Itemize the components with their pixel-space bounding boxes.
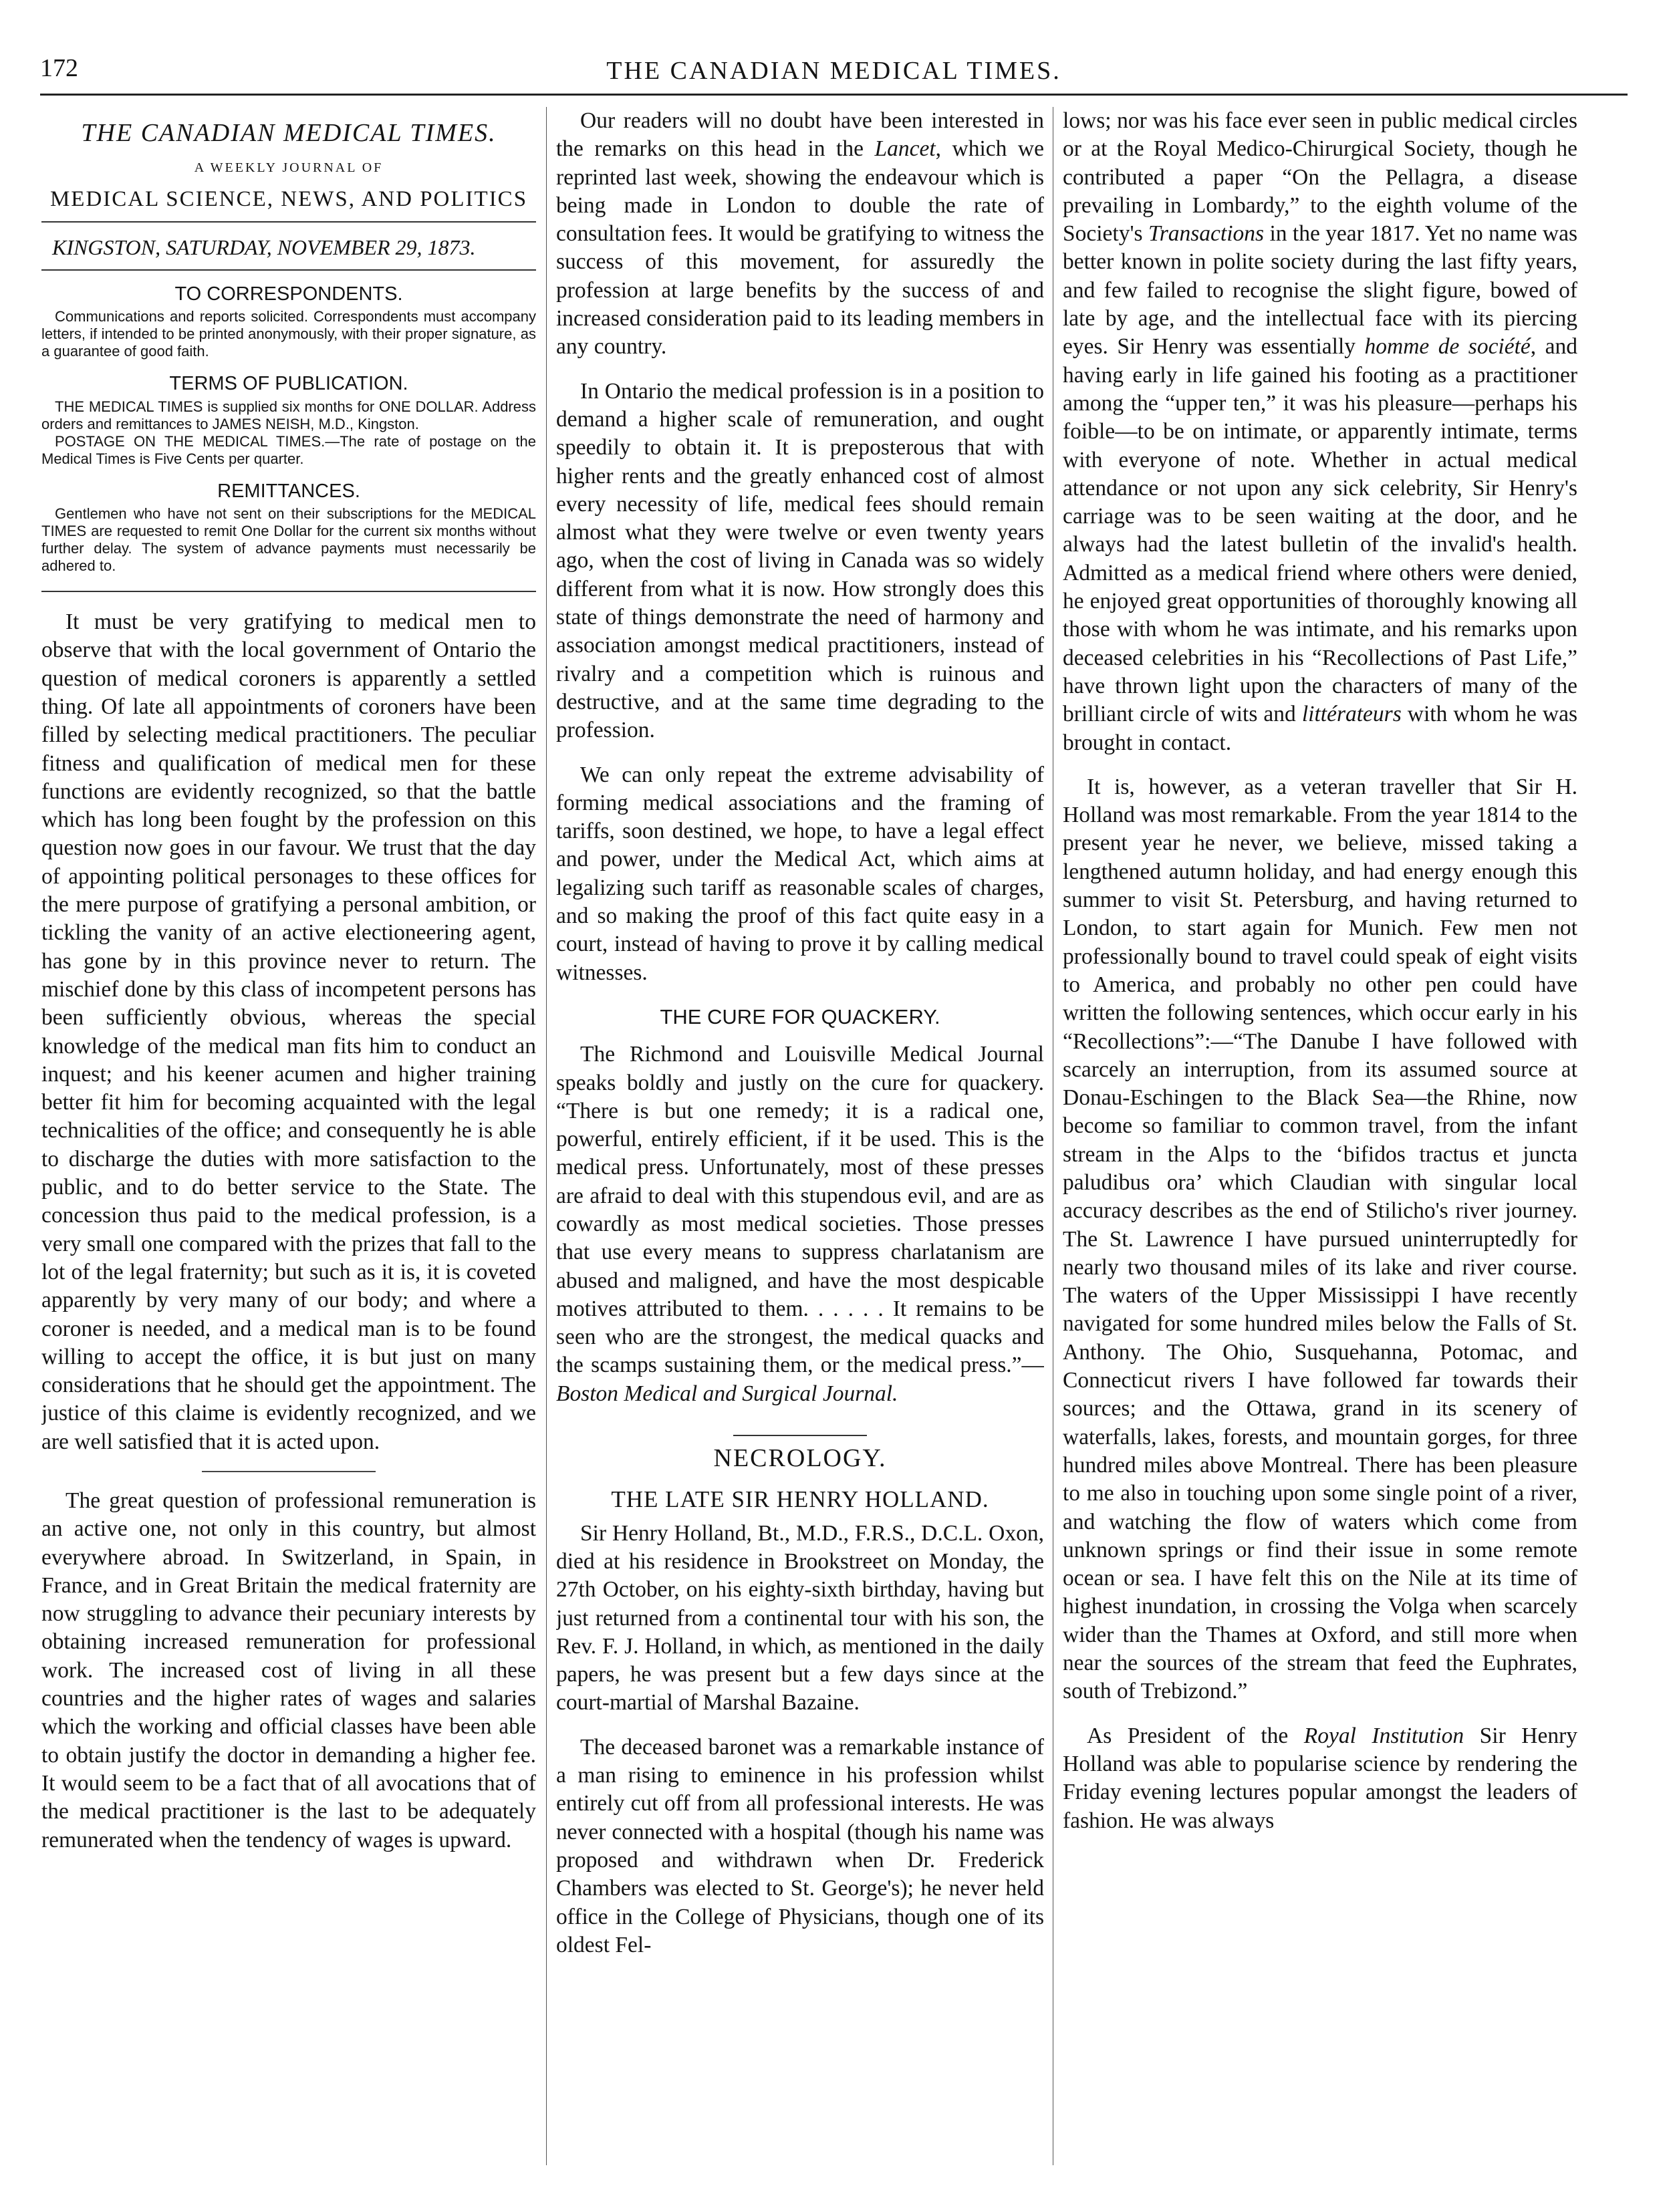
column-rule-1: [546, 107, 547, 2165]
divider: [202, 1471, 376, 1472]
remittances-text: Gentlemen who have not sent on their subscriptions for the MEDICAL TIMES are requested to remit One Dollar for the current six months without further delay. The system of advance payments must necessarily be adhered to.: [41, 505, 536, 575]
remuneration-paragraph: The great question of professional remuneration is an active one, not only in this country, but almost everywhere abroad. In Switzerland, in Spain, in France, and in Great Britain the medical fraternity are now struggling to advance their pecuniary interests by obtaining increased remuneration for professional work. The increased cost of living in all these countries and the higher rates of wages and salaries which the working and official classes have been able to obtain justify the doctor in demanding a higher fee. It would seem to be a fact that of all avocations that of the medical practitioner is the last to be adequately remunerated when the tendency of wages is upward.: [41, 1488, 536, 1852]
correspondents-heading: TO CORRESPONDENTS.: [174, 283, 403, 305]
necrology-rule: [733, 1435, 867, 1436]
col3-paragraph-3: As President of the Royal Institution Sir Henry Holland was able to popularise science by rendering the Friday evening lectures popular amongst the leaders of fashion. He was always: [1063, 1723, 1577, 1833]
quackery-paragraph: The Richmond and Louisville Medical Journal speaks boldly and justly on the cure for quackery. “There is but one remedy; it is a radical one, powerful, entirely efficient, if it be used. This is the medical press. Unfortunately, most of these presses are afraid to deal with this stupendous evil, and are as cowardly as most medical societies. Those presses that use every means to suppress charlatanism are abused and maligned, and have the most despicable motives attributed to them. . . . . . It remains to be seen who are the strongest, the medical quacks and the scamps sustaining them, or the medical press.”—Boston Medical and Surgical Journal.: [556, 1042, 1044, 1406]
terms-text-1: THE MEDICAL TIMES is supplied six months for ONE DOLLAR. Address orders and remittances to JAMES NEISH, M.D., Kingston.: [41, 398, 536, 432]
column-1: [41, 107, 536, 2165]
col3-paragraph-2: It is, however, as a veteran traveller that Sir H. Holland was most remarkable. From the year 1814 to the present year he never, we believe, missed taking a lengthened autumn holiday, and had energy enough this summer to visit St. Petersburg, and having returned to London, to start again for Munich. Few men not professionally bound to travel could speak of eight visits to America, and probably no other pen could have written the following sentences, which occur early in his “Recollections”:—“The Danube I have followed with scarcely an interruption, from its assumed source at Donau-Eschingen to the Black Sea—the Rhine, now become so familiar to common travel, from the infant stream in the Alps to the ‘bifidos tractus et juncta paludibus ora’ which Claudian with singular local accuracy describes as the end of Stilicho's river journey. The St. Lawrence I have pursued uninterruptedly for nearly two thousand miles of its lake and river course. The waters of the Upper Mississippi I have recently navigated for some hundred miles below the Falls of St. Anthony. The Ohio, Susquehanna, Potomac, and Connecticut rivers I have followed far towards their sources; and the Ottawa, grand in its scenery of waterfalls, lakes, forests, and mountain gorges, for three hundred miles above Montreal. There has been pleasure to me also in touching upon some single point of a river, and watching the flow of waters which come from unknown springs or find their issue in some remote ocean or sea. I have felt this on the Nile at its time of highest inundation, in crossing the Volga when scarcely wider than the Thames at Oxford, and still more when near the sources of the stream that feed the Euphrates, south of Trebizond.”: [1063, 774, 1577, 1704]
terms-text-2: POSTAGE ON THE MEDICAL TIMES.—The rate of postage on the Medical Times is Five Cents per quarter.: [41, 432, 536, 467]
correspondents-text: Communications and reports solicited. Correspondents must accompany letters, if intended to be printed anonymously, with their proper signature, as a guarantee of good faith.: [41, 308, 536, 360]
section-rule: [41, 591, 536, 592]
coroners-paragraph: It must be very gratifying to medical men to observe that with the local government of Ontario the question of medical coroners is apparently a settled thing. Of late all appointments of coroners have been filled by selecting medical practitioners. The peculiar fitness and qualification of medical men for these functions are evidently recognized, so that the battle which has long been fought by the profession on this question now goes in our favour. We trust that the day of appointing political personages to these offices for the mere purpose of gratifying a personal ambition, or tickling the vanity of an active electioneering agent, has gone by in this province never to return. The mischief done by this class of incompetent persons has been sufficiently obvious, whereas the special knowledge of the medical man fits him to conduct an inquest; and his keener acumen and higher training better fit him for becoming acquainted with the legal technicalities of the office; and consequently he is able to discharge the duties with more satisfaction to the public, and to do better service to the State. The concession thus paid to the medical profession, is a very small one compared with the prizes that fall to the lot of the legal fraternity; but such as it is, it is coveted apparently by very many of our body; and where a coroner is needed, and a medical man is to be found willing to accept the office, it is but just on many considerations that he should get the appointment. The justice of this claime is evidently recognized, and we are well satisfied that it is acted upon.: [41, 609, 536, 1454]
column-3: [1063, 107, 1577, 2165]
terms-heading: TERMS OF PUBLICATION.: [169, 373, 408, 395]
page-number: 172: [40, 54, 78, 82]
masthead-title: THE CANADIAN MEDICAL TIMES.: [81, 119, 497, 147]
obituary-paragraph-1: Sir Henry Holland, Bt., M.D., F.R.S., D.C.L. Oxon, died at his residence in Brookstreet on Monday, the 27th October, on his eighty-sixth birthday, having but just returned from a continental tour with his son, the Rev. F. J. Holland, in which, as mentioned in the daily papers, he was present but a few days since at the court-martial of Marshal Bazaine.: [556, 1520, 1044, 1715]
obituary-title: THE LATE SIR HENRY HOLLAND.: [611, 1486, 989, 1513]
quackery-heading: THE CURE FOR QUACKERY.: [660, 1004, 940, 1028]
column-2: [556, 107, 1044, 2165]
col2-paragraph-2: In Ontario the medical profession is in a position to demand a higher scale of remuneration, and ought speedily to obtain it. It is preposterous that with higher rents and the greatly enhanced cost of almost every necessity of life, medical fees should remain almost what they were twelve or even twenty years ago, when the cost of living in Canada was so widely different from what it is now. How strongly does this state of things demonstrate the need of harmony and association amongst medical practitioners, instead of rivalry and a competition which is ruinous and destructive, and at the same time degrading to the profession.: [556, 378, 1044, 743]
col2-paragraph-1: Our readers will no doubt have been interested in the remarks on this head in the Lancet, which we reprinted last week, showing the endeavour which is being made in London to double the rate of consultation fees. It would be gratifying to witness the success of this movement, for assuredly the profession at large benefits by the success of and increased consideration paid to its leading members in any country.: [556, 108, 1044, 360]
page-header: [40, 47, 1628, 96]
masthead-subtitle: MEDICAL SCIENCE, NEWS, AND POLITICS: [41, 185, 536, 223]
dateline: KINGSTON, SATURDAY, NOVEMBER 29, 1873.: [41, 223, 536, 271]
masthead-weekly: A WEEKLY JOURNAL OF: [194, 160, 384, 176]
necrology-heading: NECROLOGY.: [713, 1444, 887, 1473]
obituary-paragraph-2: The deceased baronet was a remarkable instance of a man rising to eminence in his profession whilst entirely cut off from all professional interests. He was never connected with a hospital (though his name was proposed and withdrawn when Dr. Frederick Chambers was elected to St. George's); he never held office in the College of Physicians, though one of its oldest Fel-: [556, 1734, 1044, 1957]
masthead: [41, 119, 536, 271]
remittances-heading: REMITTANCES.: [217, 480, 360, 502]
col3-paragraph-1: lows; nor was his face ever seen in public medical circles or at the Royal Medico-Chirurgical Society, though he contributed a paper “On the Pellagra, a disease prevailing in Lombardy,” to the eighth volume of the Society's Transactions in the year 1817. Yet no name was better known in polite society during the last fifty years, and few failed to recognise the slight figure, bowed of late by age, and the intellectual face with its piercing eyes. Sir Henry was essentially homme de société, and having early in life gained his footing as a practitioner among the “upper ten,” it was his pleasure—perhaps his foible—to be on intimate, or apparently intimate, terms with everyone of note. Whether in actual medical attendance or not upon any sick celebrity, Sir Henry's carriage was to be seen waiting at the door, and he always had the latest bulletin of the invalid's health. Admitted as a medical friend where others were denied, he enjoyed great opportunities of thoroughly knowing all those with whom he was intimate, and his remarks upon deceased celebrities in his “Recollections of Past Life,” have thrown light upon the characters of many of the brilliant circle of wits and littérateurs with whom he was brought in contact.: [1063, 108, 1577, 755]
running-title: THE CANADIAN MEDICAL TIMES.: [606, 57, 1061, 85]
col2-paragraph-3: We can only repeat the extreme advisability of forming medical associations and the framing of tariffs, soon destined, we hope, to have a legal effect and power, under the Medical Act, which aims at legalizing such tariff as reasonable scales of charges, and so making the proof of this fact quite easy in a court, instead of having to prove it by calling medical witnesses.: [556, 762, 1044, 985]
